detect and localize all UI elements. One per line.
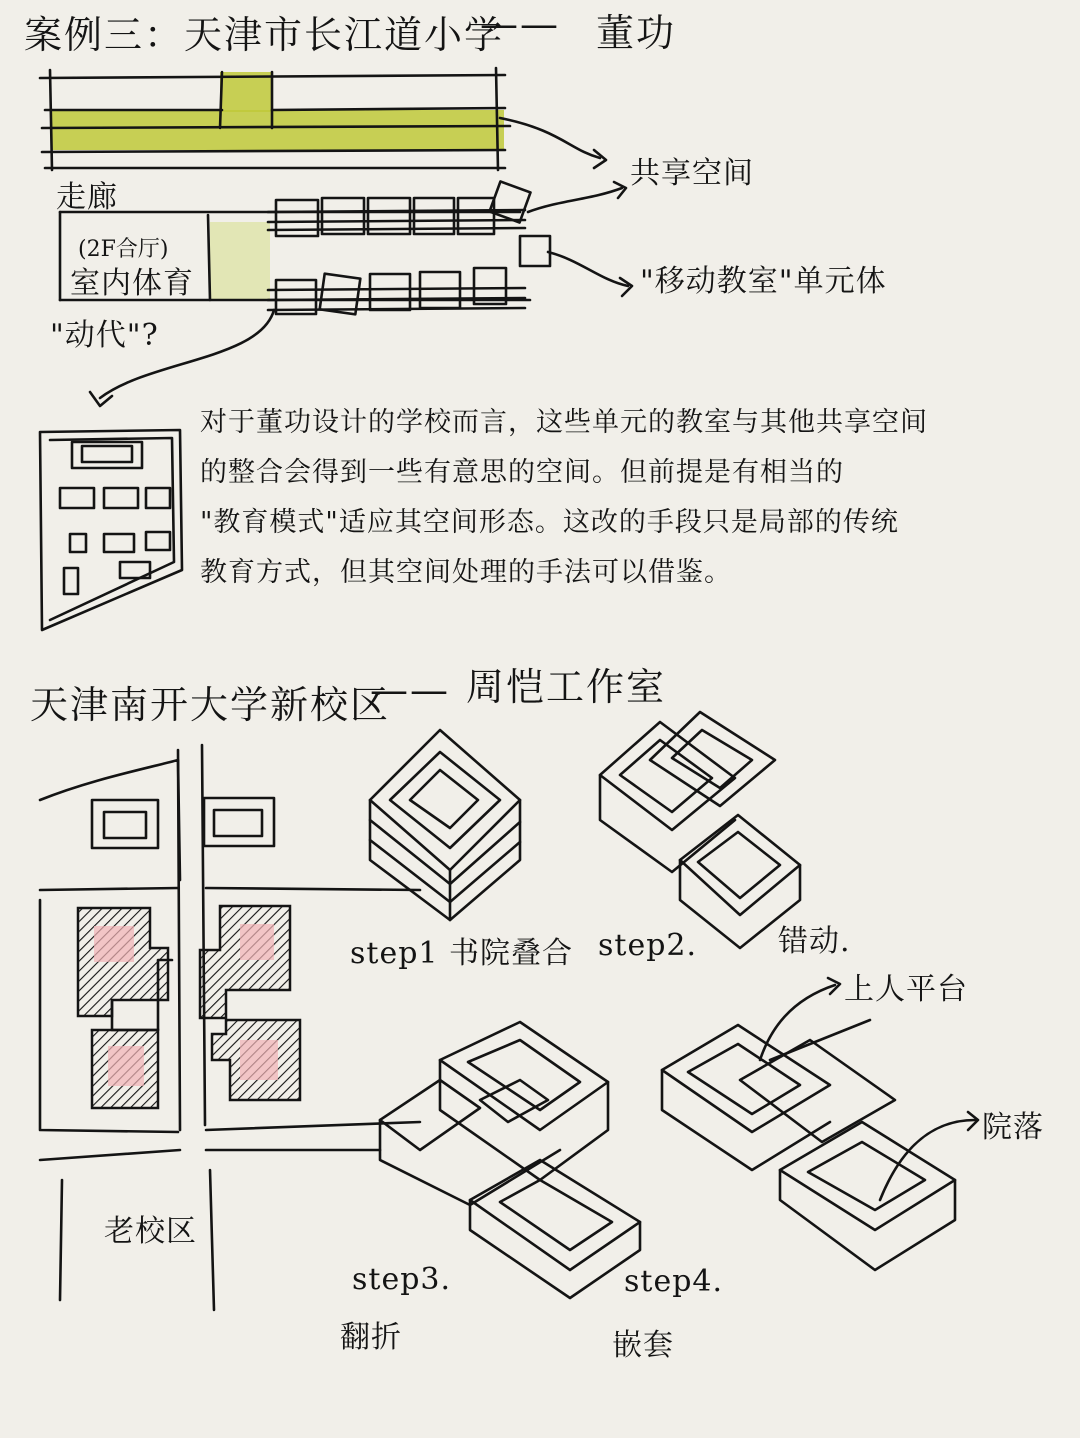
corridor-label: 走廊 [56, 180, 118, 215]
platform-label: 上人平台 [844, 972, 968, 1007]
step2-note: 错动. [778, 924, 851, 959]
case1-paragraph [200, 398, 1060, 598]
paragraph-line: 对于董功设计的学校而言，这些单元的教室与其他共享空间 [200, 407, 928, 438]
paragraph-line: 的整合会得到一些有意思的空间。但前提是有相当的 [200, 457, 844, 488]
case1-architect-tag: 董功 [596, 11, 677, 55]
shared-space-label: 共享空间 [630, 156, 754, 191]
case2-site-plan [40, 745, 420, 1310]
step3-diagram [380, 1022, 640, 1298]
courtyard-label: 院落 [982, 1110, 1044, 1145]
paragraph-line: "教育模式"适应其空间形态。这改的手段只是局部的传统 [200, 507, 899, 538]
step2-diagram [600, 712, 800, 948]
step2-label: step2. [598, 928, 698, 963]
step3-label: step3. [352, 1262, 452, 1297]
step4-diagram [662, 978, 978, 1270]
case1-plan-strip [40, 68, 510, 170]
hatched-blocks [78, 906, 300, 1108]
case1-dash: —— [480, 2, 560, 46]
old-campus-label: 老校区 [104, 1214, 197, 1249]
step1-diagram [370, 730, 520, 920]
case1-title: 案例三：天津市长江道小学 [24, 13, 505, 57]
paragraph-line: 教育方式，但其空间处理的手法可以借鉴。 [200, 557, 732, 588]
unit-label: "移动教室"单元体 [640, 264, 887, 299]
gym-label: 室内体育 [70, 266, 194, 301]
step3-note: 翻折 [340, 1320, 402, 1355]
case1-small-plan [40, 430, 182, 630]
gym-note: (2F合厅) [78, 237, 169, 262]
step4-note: 嵌套 [612, 1328, 674, 1363]
case2-dash: —— [370, 668, 450, 712]
case2-title: 天津南开大学新校区 [30, 683, 391, 727]
sub-label: "动代"? [50, 318, 159, 353]
step4-label: step4. [624, 1264, 724, 1299]
case2-architect-tag: 周恺工作室 [466, 665, 667, 709]
step1-label: step1 书院叠合 [350, 936, 574, 971]
